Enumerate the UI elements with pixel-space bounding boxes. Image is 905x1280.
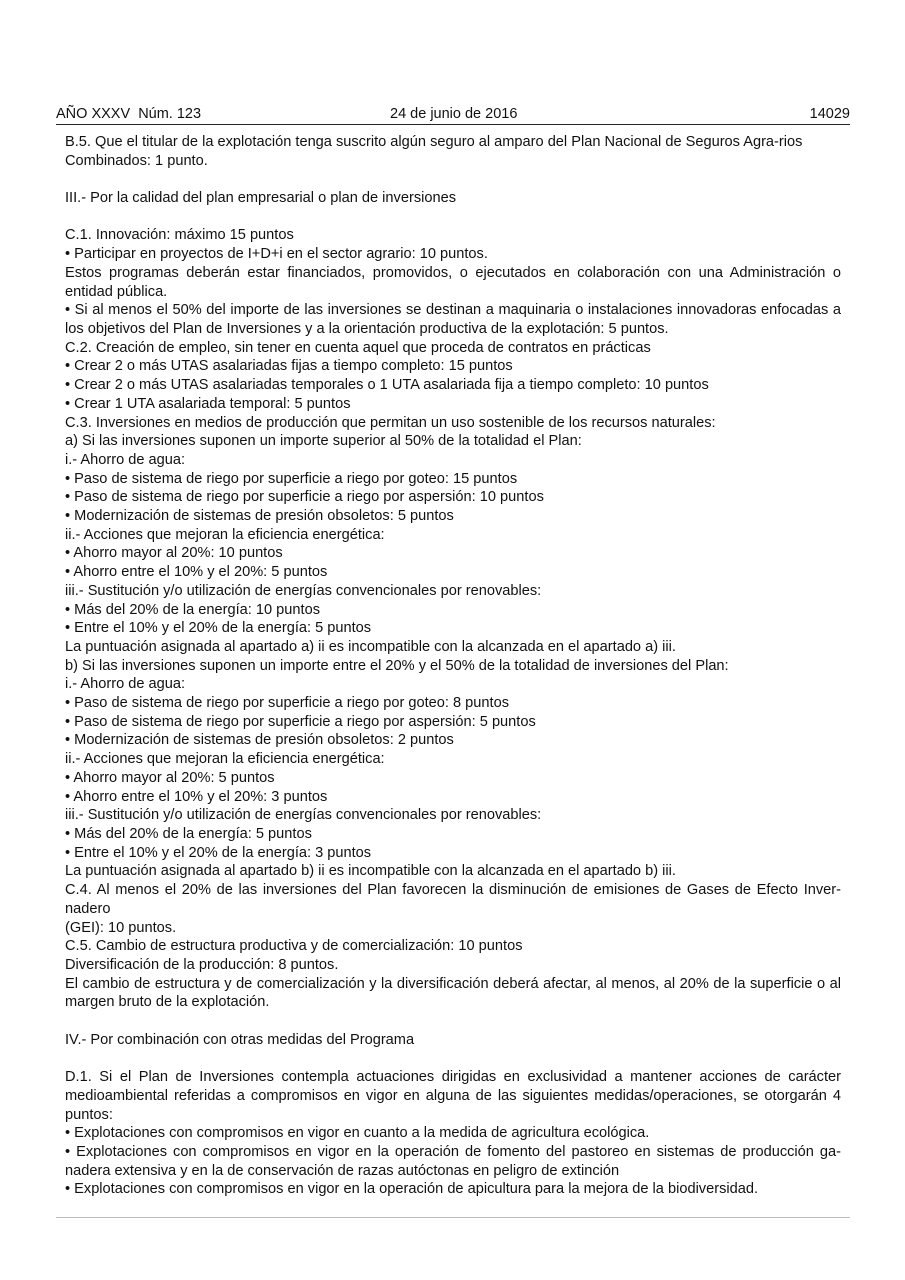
paragraph: C.3. Inversiones en medios de producción que permitan un uso sostenible de los recursos naturales: (65, 414, 716, 431)
list-item: • Explotaciones con compromisos en vigor en la operación de fomento del pastoreo en sistemas de producción ga-nadera extensiva y en la de conservación de razas autóctonas en peligro de extinción (65, 1143, 841, 1179)
list-item: • Entre el 10% y el 20% de la energía: 3 puntos (65, 844, 372, 861)
paragraph: iii.- Sustitución y/o utilización de energías convencionales por renovables: (65, 807, 542, 824)
section-heading: III.- Por la calidad del plan empresarial o plan de inversiones (65, 190, 457, 207)
paragraph: C.5. Cambio de estructura productiva y de comercialización: 10 puntos (65, 938, 523, 955)
list-item: • Paso de sistema de riego por superficie a riego por aspersión: 5 puntos (65, 713, 536, 730)
paragraph: (GEI): 10 puntos. (65, 919, 177, 936)
list-item: • Participar en proyectos de I+D+i en el sector agrario: 10 puntos. (65, 246, 488, 263)
paragraph: La puntuación asignada al apartado b) ii es incompatible con la alcanzada en el apartado b) iii. (65, 863, 676, 880)
paragraph: B.5. Que el titular de la explotación tenga suscrito algún seguro al amparo del Plan Nacional de Seguros Agra-rios (65, 134, 803, 150)
paragraph: C.2. Creación de empleo, sin tener en cuenta aquel que proceda de contratos en prácticas (65, 339, 651, 356)
list-item: • Ahorro mayor al 20%: 5 puntos (65, 769, 275, 786)
paragraph: Estos programas deberán estar financiados, promovidos, o ejecutados en colaboración con una Administración o entidad pública. (65, 264, 841, 300)
paragraph: Combinados: 1 punto. (65, 152, 208, 169)
paragraph: iii.- Sustitución y/o utilización de energías convencionales por renovables: (65, 582, 542, 599)
list-item: • Paso de sistema de riego por superficie a riego por goteo: 15 puntos (65, 470, 518, 487)
blank-line (65, 1012, 841, 1031)
blank-line (65, 170, 841, 189)
document-body (65, 133, 841, 1199)
paragraph: C.1. Innovación: máximo 15 puntos (65, 227, 294, 244)
paragraph: El cambio de estructura y de comercialización y la diversificación deberá afectar, al menos, al 20% de la superficie o al margen bruto de la explotación. (65, 975, 841, 1011)
list-item: • Si al menos el 50% del importe de las inversiones se destinan a maquinaria o instalaciones innovadoras enfocadas a los objetivos del Plan de Inversiones y a la orientación productiva de la explotación: 5 puntos. (65, 302, 841, 337)
list-item: • Paso de sistema de riego por superficie a riego por aspersión: 10 puntos (65, 489, 544, 506)
list-item: • Modernización de sistemas de presión obsoletos: 5 puntos (65, 508, 454, 525)
paragraph: ii.- Acciones que mejoran la eficiencia energética: (65, 526, 385, 543)
paragraph: ii.- Acciones que mejoran la eficiencia energética: (65, 751, 385, 768)
section-heading: IV.- Por combinación con otras medidas del Programa (65, 1031, 415, 1048)
list-item: • Ahorro entre el 10% y el 20%: 3 puntos (65, 788, 328, 805)
footer-divider (56, 1217, 850, 1218)
paragraph: i.- Ahorro de agua: (65, 676, 186, 693)
page-number: 14029 (809, 106, 850, 122)
list-item: • Explotaciones con compromisos en vigor en cuanto a la medida de agricultura ecológica. (65, 1125, 650, 1142)
list-item: • Paso de sistema de riego por superficie a riego por goteo: 8 puntos (65, 695, 509, 712)
paragraph: b) Si las inversiones suponen un importe entre el 20% y el 50% de la totalidad de inversiones del Plan: (65, 657, 729, 674)
publication-date: 24 de junio de 2016 (390, 106, 518, 122)
list-item: • Crear 1 UTA asalariada temporal: 5 puntos (65, 395, 351, 412)
paragraph: La puntuación asignada al apartado a) ii es incompatible con la alcanzada en el apartado a) iii. (65, 638, 676, 655)
list-item: • Ahorro entre el 10% y el 20%: 5 puntos (65, 564, 328, 581)
list-item: • Más del 20% de la energía: 5 puntos (65, 825, 312, 842)
list-item: • Crear 2 o más UTAS asalariadas temporales o 1 UTA asalariada fija a tiempo completo: 10 puntos (65, 377, 709, 394)
list-item: • Más del 20% de la energía: 10 puntos (65, 601, 320, 618)
paragraph: C.4. Al menos el 20% de las inversiones del Plan favorecen la disminución de emisiones de Gases de Efecto Inver-nadero (65, 882, 841, 917)
list-item: • Explotaciones con compromisos en vigor en la operación de apicultura para la mejora de la biodiversidad. (65, 1181, 759, 1198)
list-item: • Modernización de sistemas de presión obsoletos: 2 puntos (65, 732, 454, 749)
paragraph: D.1. Si el Plan de Inversiones contempla actuaciones dirigidas en exclusividad a mantener acciones de carácter medioambiental referidas a compromisos en vigor en alguna de las siguientes medidas/operaciones, se otorgarán 4 puntos: (65, 1069, 841, 1123)
paragraph: a) Si las inversiones suponen un importe superior al 50% de la totalidad el Plan: (65, 433, 582, 450)
issue-number: AÑO XXXV Núm. 123 (56, 106, 202, 122)
list-item: • Crear 2 o más UTAS asalariadas fijas a tiempo completo: 15 puntos (65, 358, 513, 375)
header-divider (56, 124, 850, 125)
list-item: • Ahorro mayor al 20%: 10 puntos (65, 545, 283, 562)
list-item: • Entre el 10% y el 20% de la energía: 5 puntos (65, 620, 372, 637)
paragraph: Diversificación de la producción: 8 puntos. (65, 956, 339, 973)
blank-line (65, 1049, 841, 1068)
blank-line (65, 208, 841, 227)
page-header (56, 104, 850, 124)
paragraph: i.- Ahorro de agua: (65, 451, 186, 468)
